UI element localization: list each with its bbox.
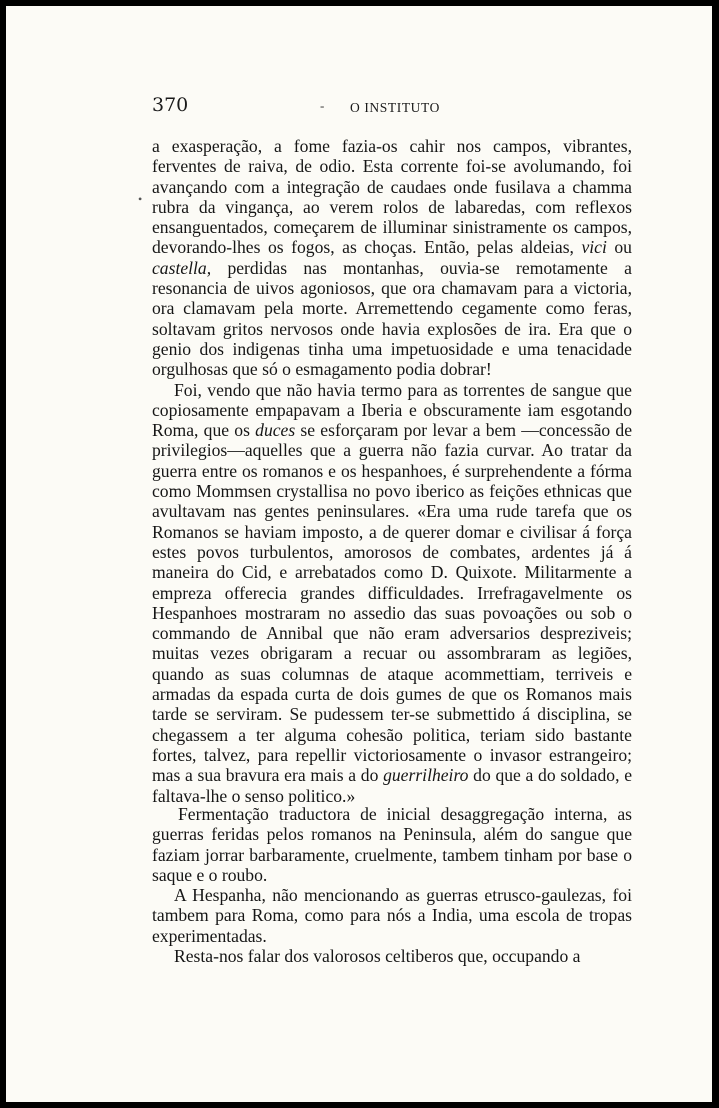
header-dot: - <box>320 98 325 113</box>
text-run: Fermentação traductora de inicial desaggregação interna, as guerras feridas pelos romanos na Peninsula, além do sangue que faziam jorrar barbaramente, cruelmente, tambem tinham por base o saque e o roubo. <box>152 804 632 885</box>
text-run: Foi, vendo que não havia termo para as torrentes de sangue que copiosamente empapavam a Iberia e obscuramente iam esgotando Roma, que os <box>152 379 632 441</box>
margin-mark: • <box>138 192 143 206</box>
page-header <box>152 94 632 120</box>
italic-term: guerrilheiro <box>383 765 469 786</box>
text-run: perdidas nas montanhas, ouvia-se remotamente a resonancia de uivos agoniosos, que ora chamavam para a victoria, ora clamavam pela morte. Arremettendo cegamente como feras, soltavam gritos nervosos onde havia explosões de ira. Era que o genio dos indigenas tinha uma impetuosidade e uma tenacidade orgulhosas que só o esmagamento podia dobrar! <box>152 257 632 380</box>
italic-term: vici <box>581 237 607 258</box>
italic-term: castella, <box>152 257 212 278</box>
text-run: do que a do soldado, e faltava-lhe o senso politico.» <box>152 765 633 806</box>
text-run: A Hespanha, não mencionando as guerras etrusco-gaulezas, foi tambem para Roma, como para nós a India, uma escola de tropas experimentadas. <box>152 885 632 946</box>
text-run: a exasperação, a fome fazia-os cahir nos campos, vibrantes, ferventes de raiva, de odio. Esta corrente foi-se avolumando, foi avançando com a integração de caudaes onde fusilava a chamma rubra da vingança, ao verem rolos de labaredas, com reflexos ensanguentados, começarem de illuminar sinistramente os campos, devorando-lhes os fogos, as choças. Então, pelas aldeias, <box>152 136 632 258</box>
paragraph-p2 <box>152 380 632 806</box>
page-number: 370 <box>152 94 189 116</box>
paragraph-p4 <box>152 885 632 946</box>
book-page <box>6 6 712 1102</box>
body-text-lower <box>152 804 632 966</box>
paragraph-p5 <box>152 946 632 966</box>
body-text-upper <box>152 136 632 806</box>
text-run: ou <box>606 237 632 258</box>
text-run: Resta-nos falar dos valorosos celtiberos que, occupando a <box>174 946 581 967</box>
paragraph-p3 <box>152 804 632 885</box>
running-title: O INSTITUTO <box>350 100 440 115</box>
italic-term: duces <box>255 420 296 441</box>
text-run: se esforçaram por levar a bem —concessão de privilegios—aquelles que a guerra não fazia curvar. Ao tratar da guerra entre os romanos e os hespanhoes, é surprehendente a fórma como Mommsen crystallisa no povo iberico as feições ethnicas que avultavam nas gentes peninsulares. «Era uma rude tarefa que os Romanos se haviam imposto, a de querer domar e civilisar á força estes povos turbulentos, amorosos de combates, ardentes já á maneira do Cid, e arrebatados como D. Quixote. Militarmente a empreza offerecia grandes difficuldades. Irrefragavelmente os Hespanhoes mostraram no assedio das suas povoações ou sob o commando de Annibal que não eram adversarios despreziveis; muitas vezes obrigaram a recuar ou assombraram as legiões, quando as suas columnas de ataque acommettiam, terriveis e armadas da espada curta de dois gumes de que os Romanos mais tarde se serviram. Se pudessem ter-se submettido á disciplina, se chegassem a ter alguma cohesão politica, teriam sido bastante fortes, talvez, para repellir victoriosamente o invasor estrangeiro; mas a sua bravura era mais a do <box>152 420 633 786</box>
paragraph-p1 <box>152 136 632 380</box>
